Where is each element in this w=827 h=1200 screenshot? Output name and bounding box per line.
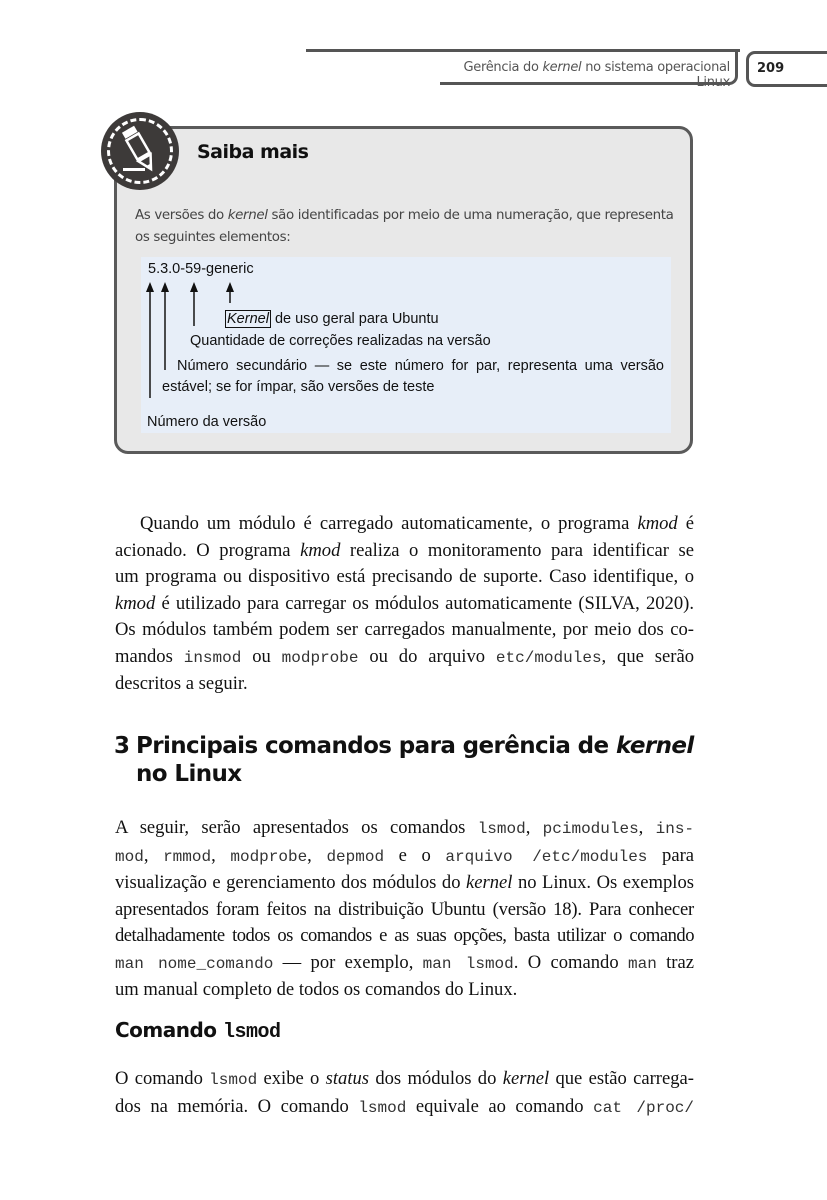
text-line: O comando lsmod exibe o status dos módulos do kernel que estão carrega- <box>115 1068 694 1089</box>
text-line: descritos a seguir. <box>115 673 248 694</box>
label-corrections: Quantidade de correções realizadas na versão <box>190 333 491 349</box>
section-title-text: Principais comandos para gerência de <box>136 733 616 759</box>
text-line: Os módulos também podem ser carregados manualmente, por meio dos co- <box>115 619 694 640</box>
intro-text: As versões do <box>135 208 228 223</box>
text-line: mandos insmod ou modprobe ou do arquivo etc/modules, que serão <box>115 645 694 667</box>
text-line: mod, rmmod, modprobe, depmod e o arquivo /etc/modules para <box>115 844 695 866</box>
text-line: detalhadamente todos os comandos e as suas opções, basta utilizar o comando <box>115 925 694 946</box>
text-line: acionado. O programa kmod realiza o monitoramento para identificar se <box>115 539 694 561</box>
running-title-text: no sistema operacional Linux <box>581 60 730 90</box>
kernel-boxed-label: Kernel <box>227 311 269 327</box>
version-string: 5.3.0-59-generic <box>148 261 254 277</box>
running-title-emphasis: kernel <box>542 60 582 75</box>
section-number: 3 <box>114 733 130 759</box>
text-line: kmod é utilizado para carregar os módulos automaticamente (SILVA, 2020). <box>115 592 694 614</box>
text-line: apresentados foram feitos na distribuição Ubuntu (versão 18). Para conhecer <box>115 898 694 920</box>
section-heading <box>114 732 694 788</box>
label-kernel-type <box>225 311 439 327</box>
arrow-head <box>146 282 154 292</box>
text-line: Quando um módulo é carregado automaticamente, o programa kmod é <box>140 513 695 534</box>
label-version-number: Número da versão <box>147 414 267 430</box>
page-number: 209 <box>757 61 785 76</box>
text-line: um manual completo de todos os comandos do Linux. <box>115 979 518 1000</box>
running-title-text: Gerência do <box>463 60 543 75</box>
label-text: de uso geral para Ubuntu <box>270 311 439 327</box>
section-title-line2: no Linux <box>136 761 242 787</box>
subsection-heading <box>115 1018 281 1044</box>
paragraph-lsmod <box>115 1066 694 1121</box>
arrow-head <box>190 282 198 292</box>
section-title-emphasis: kernel <box>615 733 694 759</box>
text-line: dos na memória. O comando lsmod equivale ao comando cat /proc/ <box>115 1095 694 1117</box>
subsection-title-text: Comando <box>115 1018 224 1042</box>
label-secondary-line2: estável; se for ímpar, são versões de teste <box>162 379 435 395</box>
paragraph-commands-intro <box>115 815 694 1004</box>
label-secondary-line1: Número secundário — se este número for par, representa uma versão <box>177 358 664 374</box>
saiba-mais-title: Saiba mais <box>197 141 309 163</box>
arrow-head <box>226 282 234 292</box>
text-line: um programa ou dispositivo está precisando de suporte. Caso identifique, o <box>115 566 694 587</box>
arrow-head <box>161 282 169 292</box>
text-line: man nome_comando — por exemplo, man lsmod. O comando man traz <box>115 951 694 973</box>
intro-emphasis: kernel <box>227 208 268 223</box>
text-line: visualização e gerenciamento dos módulos do kernel no Linux. Os exemplos <box>115 872 694 893</box>
paragraph-kmod <box>115 511 694 698</box>
text-line: A seguir, serão apresentados os comandos lsmod, pcimodules, ins- <box>115 817 695 838</box>
subsection-title-code: lsmod <box>223 1021 281 1044</box>
intro-text: são identificadas por meio de uma numeração, que representa os seguintes elementos: <box>135 208 674 245</box>
